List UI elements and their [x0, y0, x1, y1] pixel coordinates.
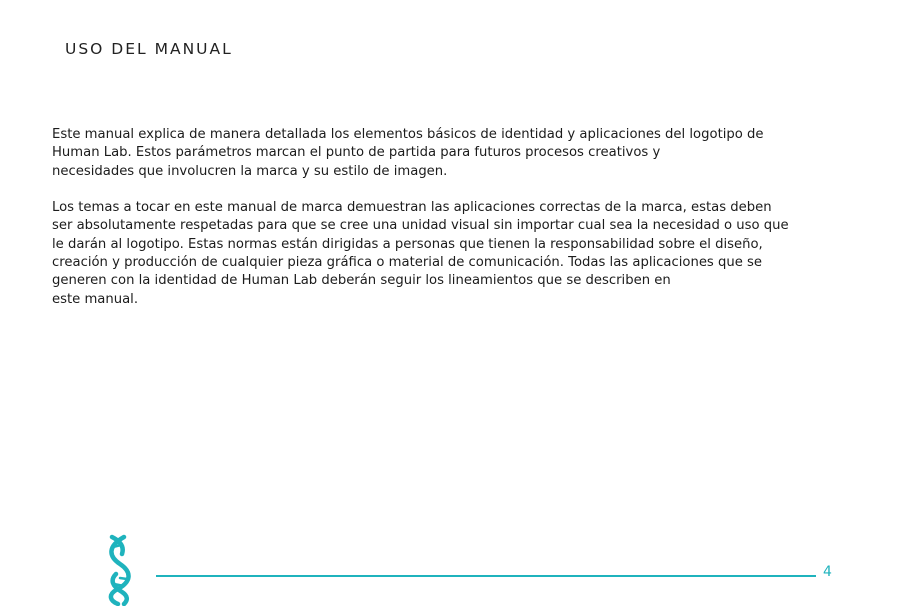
page-title: USO DEL MANUAL: [65, 40, 233, 58]
footer-divider: [156, 575, 816, 577]
body-text: [52, 126, 882, 327]
intro-paragraph: Este manual explica de manera detallada los elementos básicos de identidad y aplicaciones del logotipo de Human Lab. Estos parámetros marcan el punto de partida para futuros procesos creativos y necesidades que involucren la marca y su estilo de imagen.: [52, 127, 764, 179]
guidelines-paragraph: Los temas a tocar en este manual de marca demuestran las aplicaciones correctas de la marca, estas deben ser absolutamente respetadas para que se cree una unidad visual sin importar cual sea la necesidad o uso que le darán al logotipo. Estas normas están dirigidas a personas que tienen la responsabilidad sobre el diseño, creación y producción de cualquier pieza gráfica o material de comunicación. Todas las aplicaciones que se generen con la identidad de Human Lab deberán seguir los lineamientos que se describen en este manual.: [52, 200, 789, 307]
page-number: 4: [823, 564, 832, 580]
dna-helix-icon: [100, 534, 138, 606]
